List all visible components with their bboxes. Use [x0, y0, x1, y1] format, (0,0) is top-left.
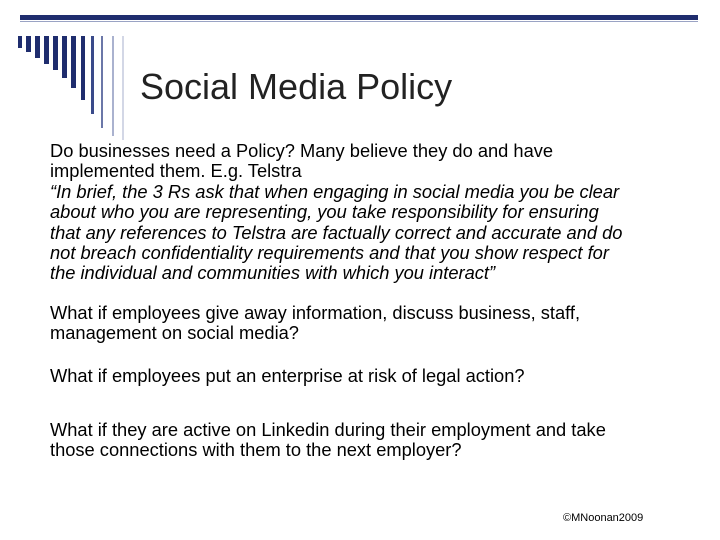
- question-1-line: management on social media?: [50, 322, 299, 344]
- question-2: What if employees put an enterprise at risk of legal action?: [50, 364, 525, 386]
- deco-bar: [81, 36, 85, 100]
- deco-bar: [62, 36, 67, 78]
- quote-line: “In brief, the 3 Rs ask that when engaging in social media you be clear: [50, 180, 620, 202]
- quote-line: the individual and communities with which you interact”: [50, 262, 496, 284]
- slide-title: Social Media Policy: [140, 66, 453, 107]
- deco-bar: [35, 36, 40, 58]
- deco-bar: [44, 36, 49, 64]
- deco-bar: [26, 36, 31, 52]
- question-3-line: those connections with them to the next employer?: [50, 439, 462, 461]
- intro-line: implemented them. E.g. Telstra: [50, 160, 302, 182]
- slide-body: [50, 141, 710, 461]
- deco-bar: [18, 36, 22, 48]
- question-1-line: What if employees give away information, discuss business, staff,: [50, 301, 581, 323]
- deco-bar: [112, 36, 114, 136]
- question-3-line: What if they are active on Linkedin during their employment and take: [50, 419, 606, 441]
- deco-bar: [122, 36, 124, 140]
- copyright-notice: ©MNoonan2009: [563, 512, 644, 524]
- deco-bar: [71, 36, 76, 88]
- quote-line: about who you are representing, you take responsibility for ensuring: [50, 201, 599, 223]
- intro-line: Do businesses need a Policy? Many believe they do and have: [50, 140, 554, 161]
- quote-line: that any references to Telstra are factually correct and accurate and do: [50, 221, 623, 243]
- deco-bar: [53, 36, 58, 70]
- deco-bar: [91, 36, 94, 114]
- decorative-bars: [0, 0, 130, 140]
- quote-line: not breach confidentiality requirements and that you show respect for: [50, 242, 609, 264]
- deco-bar: [101, 36, 103, 128]
